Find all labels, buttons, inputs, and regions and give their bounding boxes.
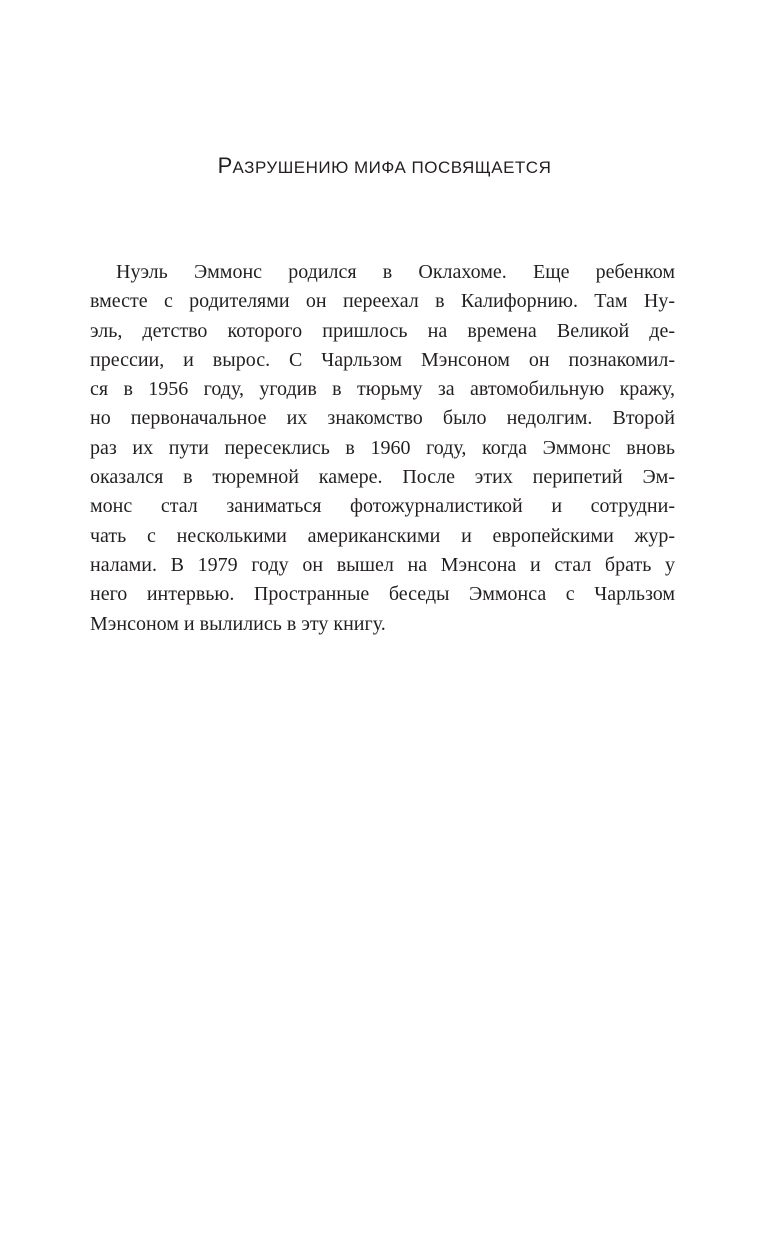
dedication-heading	[0, 153, 769, 179]
paragraph-line: но первоначальное их знакомство было недолгим. Второй	[90, 407, 675, 430]
paragraph-line: раз их пути пересеклись в 1960 году, когда Эммонс вновь	[90, 436, 675, 459]
paragraph-line: Нуэль Эммонс родился в Оклахоме. Еще ребенком	[116, 261, 675, 283]
paragraph-line: Мэнсоном и вылились в эту книгу.	[90, 612, 386, 635]
paragraph-line: чать с несколькими американскими и европейскими жур-	[90, 524, 675, 547]
paragraph-line: монс стал заниматься фотожурналистикой и сотрудни-	[90, 495, 675, 518]
body-paragraph	[90, 258, 675, 639]
paragraph-line: прессии, и вырос. С Чарльзом Мэнсоном он познакомил-	[90, 348, 675, 371]
paragraph-line: вместе с родителями он переехал в Калифорнию. Там Ну-	[90, 290, 675, 313]
paragraph-line: налами. В 1979 году он вышел на Мэнсона и стал брать у	[90, 553, 675, 576]
paragraph-line: него интервью. Пространные беседы Эммонса с Чарльзом	[90, 583, 675, 606]
paragraph-line: ся в 1956 году, угодив в тюрьму за автомобильную кражу,	[90, 378, 675, 401]
paragraph-line: оказался в тюремной камере. После этих перипетий Эм-	[90, 466, 675, 489]
paragraph-line: эль, детство которого пришлось на времена Великой де-	[90, 319, 675, 342]
heading-rest: АЗРУШЕНИЮ МИФА ПОСВЯЩАЕТСЯ	[232, 158, 552, 177]
heading-initial: Р	[217, 153, 233, 178]
